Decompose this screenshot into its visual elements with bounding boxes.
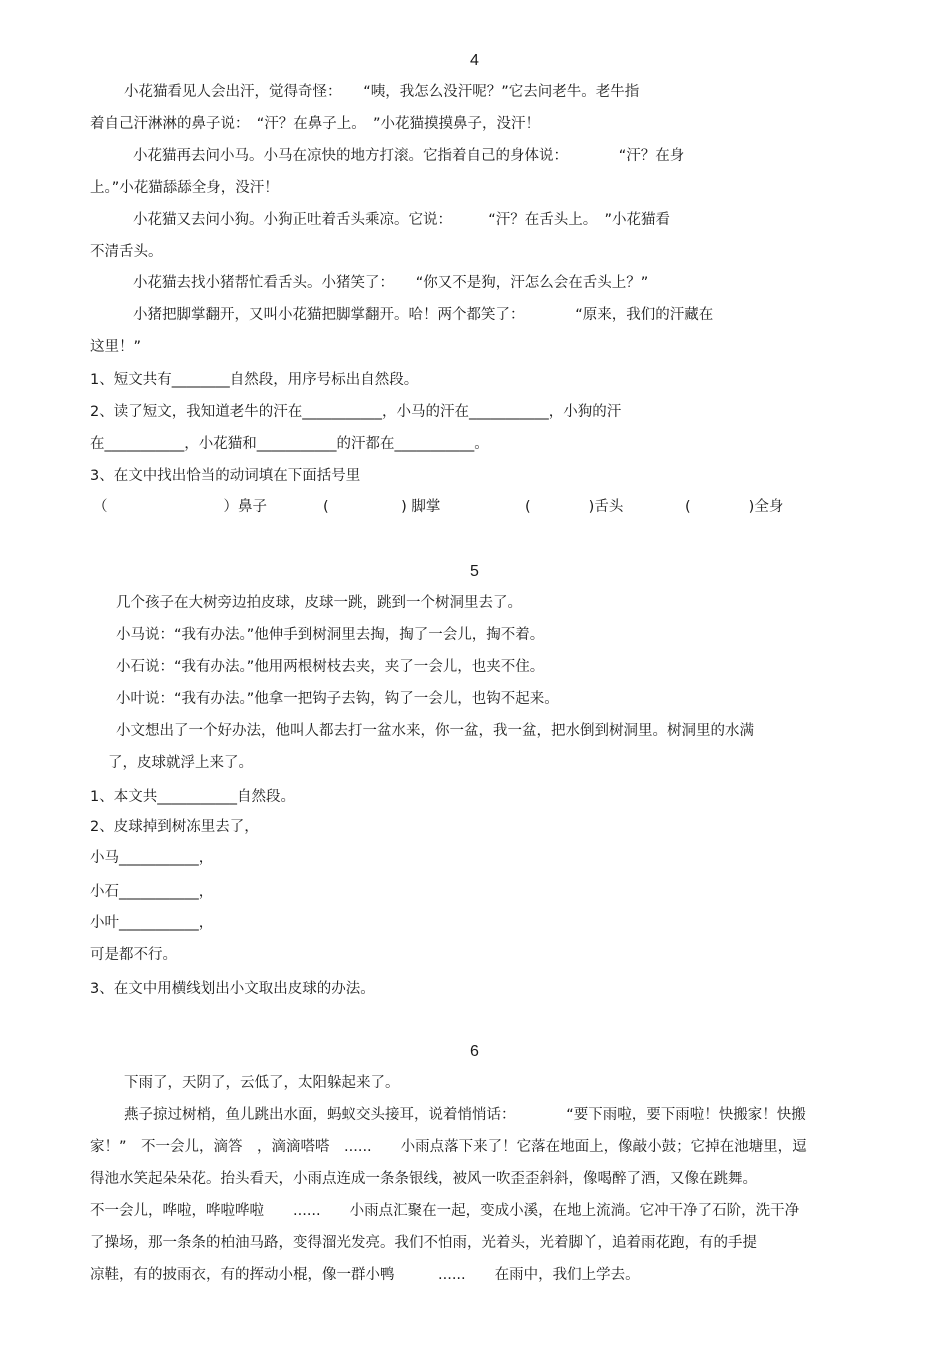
- paragraph-line: 凉鞋，有的披雨衣，有的挥动小棍，像一群小鸭 ...... 在雨中，我们上学去。: [90, 1267, 640, 1283]
- section-number: 5: [470, 563, 479, 580]
- paragraph-line: 着自己汗淋淋的鼻子说： “汗？在鼻子上。 ”小花猫摸摸鼻子，没汗！: [90, 116, 541, 132]
- paragraph-line: 小石说：“我有办法。”他用两根树枝去夹，夹了一会儿，也夹不住。: [116, 659, 545, 675]
- paragraph-line: 小文想出了一个好办法，他叫人都去打一盆水来，你一盆，我一盆，把水倒到树洞里。树洞里的水满: [116, 723, 754, 739]
- question-line: 1、本文共___________自然段。: [90, 789, 295, 805]
- question-line: 在___________，小花猫和___________的汗都在___________。: [90, 436, 489, 452]
- paragraph-line: 了，皮球就浮上来了。: [108, 755, 253, 771]
- paragraph-line: 了操场，那一条条的柏油马路，变得溜光发亮。我们不怕雨，光着头，光着脚丫，追着雨花跑，有的手提: [90, 1235, 757, 1251]
- paragraph-line: 得池水笑起朵朵花。抬头看天，小雨点连成一条条银线，被风一吹歪歪斜斜，像喝醉了酒，又像在跳舞。: [90, 1171, 757, 1187]
- paragraph-line: 小花猫又去问小狗。小狗正吐着舌头乘凉。它说： “汗？在舌头上。 ”小花猫看: [133, 212, 671, 228]
- question-line: 3、在文中找出恰当的动词填在下面括号里: [90, 468, 361, 484]
- question-line: 2、皮球掉到树冻里去了，: [90, 819, 259, 835]
- paragraph-line: 小花猫去找小猪帮忙看舌头。小猪笑了： “你又不是狗，汗怎么会在舌头上？”: [133, 275, 649, 291]
- paragraph-line: 小猪把脚掌翻开，又叫小花猫把脚掌翻开。哈！两个都笑了： “原来，我们的汗藏在: [133, 307, 714, 323]
- paragraph-line: 燕子掠过树梢，鱼儿跳出水面，蚂蚁交头接耳，说着悄悄话： “要下雨啦，要下雨啦！快搬家！快搬: [124, 1107, 806, 1123]
- paragraph-line: 上。”小花猫舔舔全身，没汗！: [90, 180, 279, 196]
- paragraph-line: 这里！”: [90, 339, 142, 355]
- question-line: 小叶___________，: [90, 915, 214, 931]
- paragraph-line: 家！” 不一会儿，滴答 ，滴滴嗒嗒 ...... 小雨点落下来了！它落在地面上，像敲小鼓；它掉在池塘里，逗: [90, 1139, 807, 1155]
- bracket-blank: ( )舌头: [525, 499, 624, 515]
- paragraph-line: 不一会儿，哗啦，哗啦哗啦 ...... 小雨点汇聚在一起，变成小溪，在地上流淌。它冲干净了石阶，洗干净: [90, 1203, 800, 1219]
- paragraph-line: 小花猫再去问小马。小马在凉快的地方打滚。它指着自己的身体说： “汗？在身: [133, 148, 685, 164]
- question-line: 可是都不行。: [90, 947, 177, 963]
- question-line: 2、读了短文，我知道老牛的汗在___________，小马的汗在___________，小狗的汗: [90, 404, 622, 420]
- bracket-blank: （ ）鼻子: [93, 499, 267, 515]
- section-number: 4: [470, 52, 479, 69]
- bracket-blank: ( )全身: [685, 499, 784, 515]
- question-line: 小石___________，: [90, 884, 214, 900]
- paragraph-line: 小叶说：“我有办法。”他拿一把钩子去钩，钩了一会儿，也钩不起来。: [116, 691, 559, 707]
- paragraph-line: 小马说：“我有办法。”他伸手到树洞里去掏，掏了一会儿，掏不着。: [116, 627, 545, 643]
- paragraph-line: 小花猫看见人会出汗，觉得奇怪： “咦，我怎么没汗呢？”它去问老牛。老牛指: [124, 84, 640, 100]
- paragraph-line: 下雨了，天阴了，云低了，太阳躲起来了。: [124, 1075, 400, 1091]
- bracket-blank: ( ) 脚掌: [323, 499, 441, 515]
- question-line: 小马___________，: [90, 850, 214, 866]
- paragraph-line: 不清舌头。: [90, 244, 163, 260]
- question-line: 3、在文中用横线划出小文取出皮球的办法。: [90, 981, 375, 997]
- section-number: 6: [470, 1043, 479, 1060]
- question-line: 1、短文共有________自然段，用序号标出自然段。: [90, 372, 419, 388]
- paragraph-line: 几个孩子在大树旁边拍皮球，皮球一跳，跳到一个树洞里去了。: [116, 595, 522, 611]
